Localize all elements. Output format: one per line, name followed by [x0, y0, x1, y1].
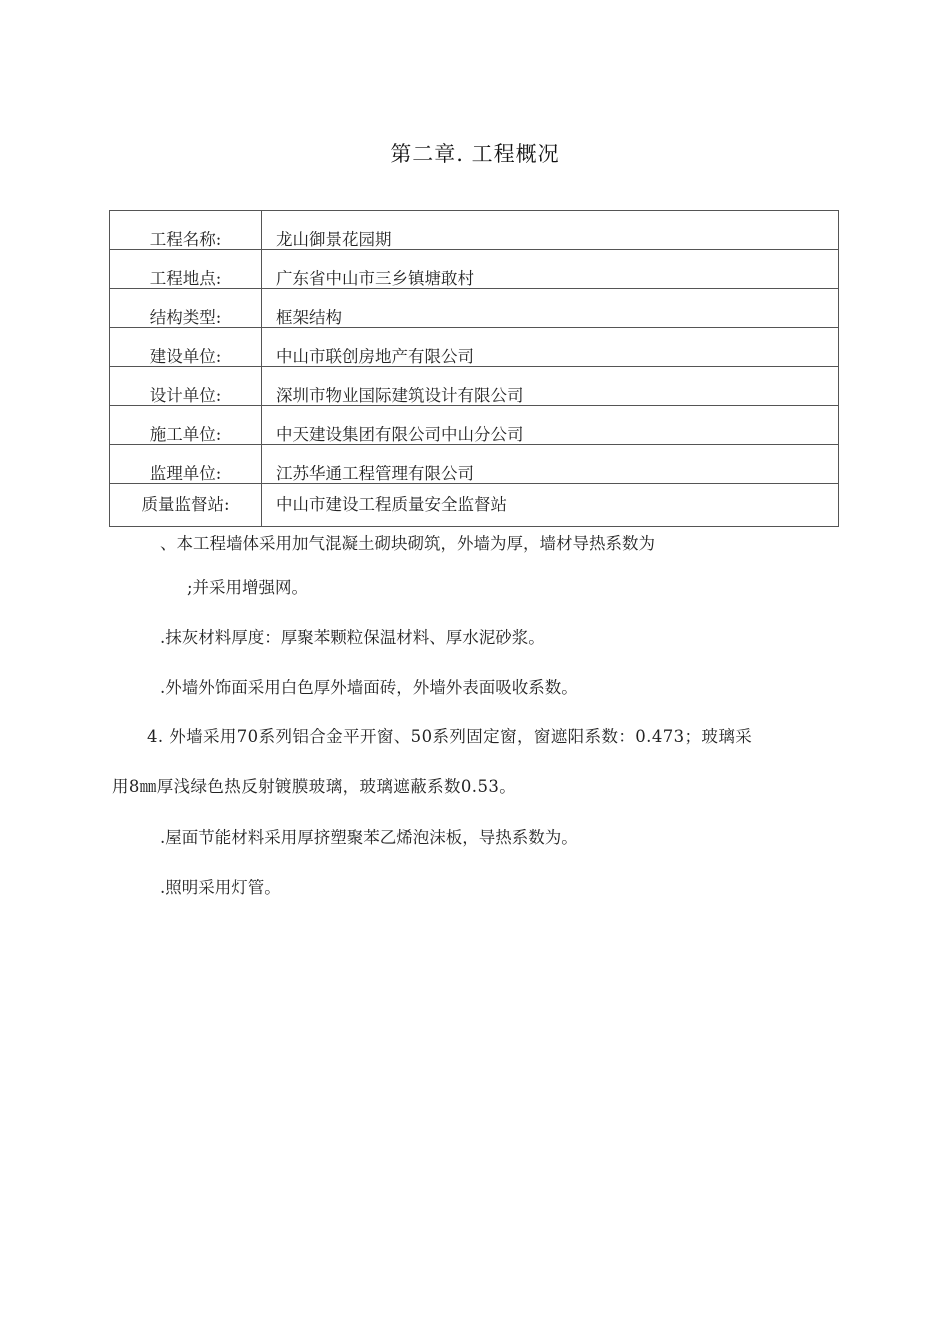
- row-value-cell: [262, 211, 839, 250]
- project-info-table-body: [110, 211, 839, 527]
- row-value: 深圳市物业国际建筑设计有限公司: [276, 386, 524, 405]
- row-label: 施工单位:: [149, 425, 222, 444]
- table-row: [110, 289, 839, 328]
- row-label: 建设单位:: [149, 347, 222, 366]
- table-row: [110, 406, 839, 445]
- note-windows-cont: 用8㎜厚浅绿色热反射镀膜玻璃，玻璃遮蔽系数0.53。: [112, 777, 517, 796]
- row-label: 结构类型:: [149, 308, 222, 327]
- row-label-cell: [110, 367, 262, 406]
- row-label: 设计单位:: [149, 386, 222, 405]
- row-value-cell: [262, 328, 839, 367]
- row-value: 中天建设集团有限公司中山分公司: [276, 425, 524, 444]
- note-lighting: .照明采用灯管。: [160, 878, 281, 897]
- row-value: 江苏华通工程管理有限公司: [276, 464, 474, 483]
- chapter-title: 第二章. 工程概况: [390, 142, 560, 166]
- table-row: [110, 328, 839, 367]
- row-label-cell: [110, 406, 262, 445]
- note-windows: 4. 外墙采用70系列铝合金平开窗、50系列固定窗，窗遮阳系数：0.473；玻璃采: [147, 727, 753, 746]
- row-value: 框架结构: [276, 308, 342, 327]
- row-value-cell: [262, 406, 839, 445]
- row-value: 中山市建设工程质量安全监督站: [276, 495, 507, 514]
- row-value: 龙山御景花园期: [276, 230, 392, 249]
- row-value-cell: [262, 250, 839, 289]
- note-exterior-finish: .外墙外饰面采用白色厚外墙面砖，外墙外表面吸收系数。: [160, 678, 578, 697]
- table-row: [110, 445, 839, 484]
- row-value: 中山市联创房地产有限公司: [276, 347, 474, 366]
- row-label-cell: [110, 328, 262, 367]
- note-roof-insulation: .屋面节能材料采用厚挤塑聚苯乙烯泡沫板，导热系数为。: [160, 828, 578, 847]
- row-label: 质量监督站:: [141, 495, 230, 514]
- table-row: [110, 484, 839, 527]
- project-info-table: [109, 210, 839, 527]
- note-wall-material: 、本工程墙体采用加气混凝土砌块砌筑，外墙为厚，墙材导热系数为: [160, 534, 655, 553]
- row-label-cell: [110, 484, 262, 527]
- table-row: [110, 211, 839, 250]
- row-label: 工程地点:: [149, 269, 222, 288]
- row-label-cell: [110, 211, 262, 250]
- row-label-cell: [110, 289, 262, 328]
- row-value-cell: [262, 289, 839, 328]
- row-label-cell: [110, 250, 262, 289]
- note-plaster-thickness: .抹灰材料厚度：厚聚苯颗粒保温材料、厚水泥砂浆。: [160, 628, 545, 647]
- row-value-cell: [262, 445, 839, 484]
- row-value-cell: [262, 367, 839, 406]
- row-value: 广东省中山市三乡镇塘敢村: [276, 269, 474, 288]
- row-value-cell: [262, 484, 839, 527]
- table-row: [110, 367, 839, 406]
- table-row: [110, 250, 839, 289]
- row-label: 工程名称:: [149, 230, 222, 249]
- row-label-cell: [110, 445, 262, 484]
- row-label: 监理单位:: [149, 464, 222, 483]
- note-wall-material-cont: ;并采用增强网。: [187, 578, 309, 597]
